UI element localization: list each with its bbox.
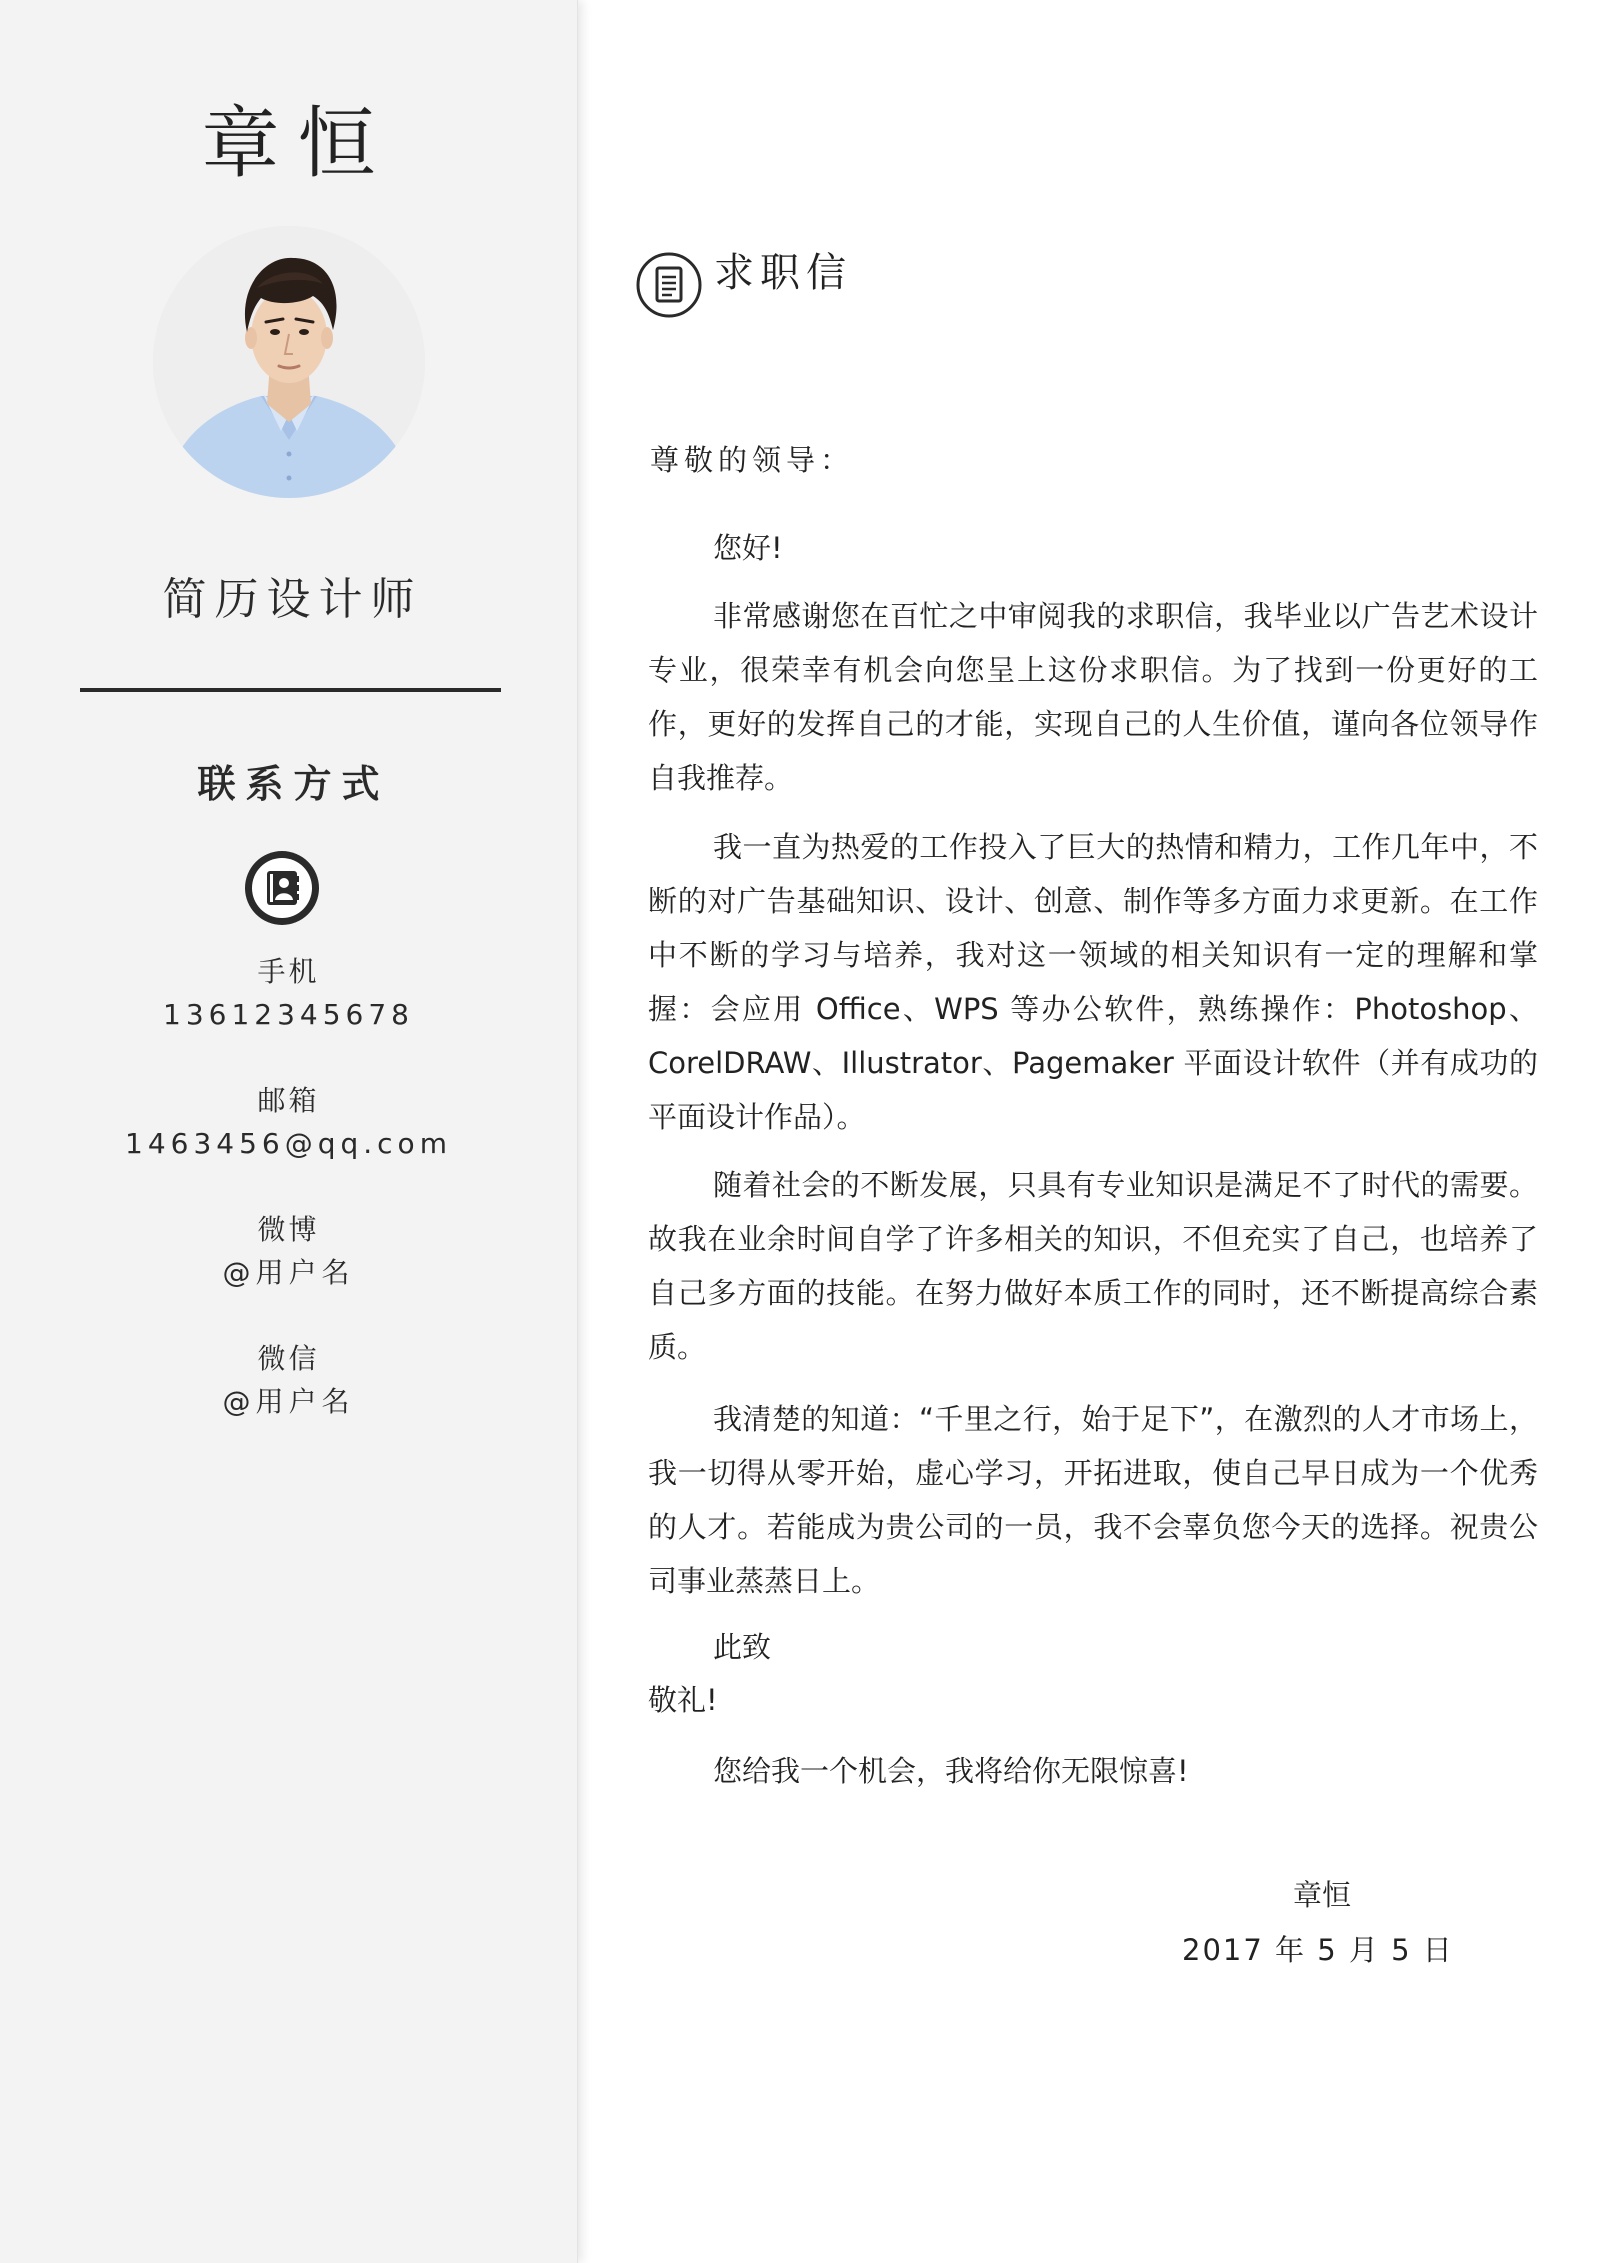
letter-title: 求职信 <box>714 250 852 296</box>
contact-item-email <box>0 1080 577 1209</box>
letter-paragraph: 随着社会的不断发展，只具有专业知识是满足不了时代的需要。故我在业余时间自学了许多相关的知识，不但充实了自己，也培养了自己多方面的技能。在努力做好本质工作的同时，还不断提高综合素质。 <box>648 1168 1538 1364</box>
contact-value: @用户名 <box>222 1385 355 1418</box>
contact-label: 手机 <box>257 955 320 988</box>
contact-list <box>0 951 577 1467</box>
contact-item-wechat <box>0 1338 577 1467</box>
contact-value: @用户名 <box>222 1256 355 1289</box>
contact-label: 微博 <box>257 1213 320 1246</box>
sidebar-divider <box>80 688 501 692</box>
candidate-name: 章恒 <box>201 99 394 189</box>
signature-date: 2017 年 5 月 5 日 <box>1182 1933 1454 1967</box>
contact-heading: 联系方式 <box>197 762 390 806</box>
contact-value: 13612345678 <box>163 998 414 1031</box>
job-title: 简历设计师 <box>162 574 423 625</box>
avatar <box>153 226 425 498</box>
profile-sidebar <box>0 0 578 2263</box>
contact-item-phone <box>0 951 577 1080</box>
letter-closing-jingli: 敬礼! <box>648 1683 718 1717</box>
letter-closing-note: 您给我一个机会，我将给你无限惊喜! <box>713 1754 1189 1788</box>
contact-book-icon <box>243 849 321 927</box>
letter-paragraph: 我一直为热爱的工作投入了巨大的热情和精力，工作几年中，不断的对广告基础知识、设计、创意、制作等多方面力求更新。在工作中不断的学习与培养，我对这一领域的相关知识有一定的理解和掌握：会应用 Office、WPS 等办公软件，熟练操作：Photoshop、CorelDRAW、Illustrator、Pagemaker 平面设计软件（并有成功的平面设计作品）。 <box>648 830 1538 1134</box>
document-icon <box>636 252 702 318</box>
contact-item-weibo <box>0 1209 577 1338</box>
letter-closing-zhizhi: 此致 <box>713 1630 772 1664</box>
letter-paragraph: 我清楚的知道：“千里之行，始于足下”，在激烈的人才市场上，我一切得从零开始，虚心学习，开拓进取，使自己早日成为一个优秀的人才。若能成为贵公司的一员，我不会辜负您今天的选择。祝贵公司事业蒸蒸日上。 <box>648 1402 1538 1598</box>
contact-label: 微信 <box>257 1342 320 1375</box>
letter-salutation: 尊敬的领导： <box>650 443 855 477</box>
portrait-photo <box>153 226 425 498</box>
signature-name: 章恒 <box>1293 1878 1352 1912</box>
letter-paragraph: 非常感谢您在百忙之中审阅我的求职信，我毕业以广告艺术设计专业，很荣幸有机会向您呈上这份求职信。为了找到一份更好的工作，更好的发挥自己的才能，实现自己的人生价值，谨向各位领导作自我推荐。 <box>648 599 1538 795</box>
contact-label: 邮箱 <box>257 1084 320 1117</box>
contact-value: 1463456@qq.com <box>125 1127 452 1160</box>
letter-greeting: 您好! <box>713 531 783 565</box>
